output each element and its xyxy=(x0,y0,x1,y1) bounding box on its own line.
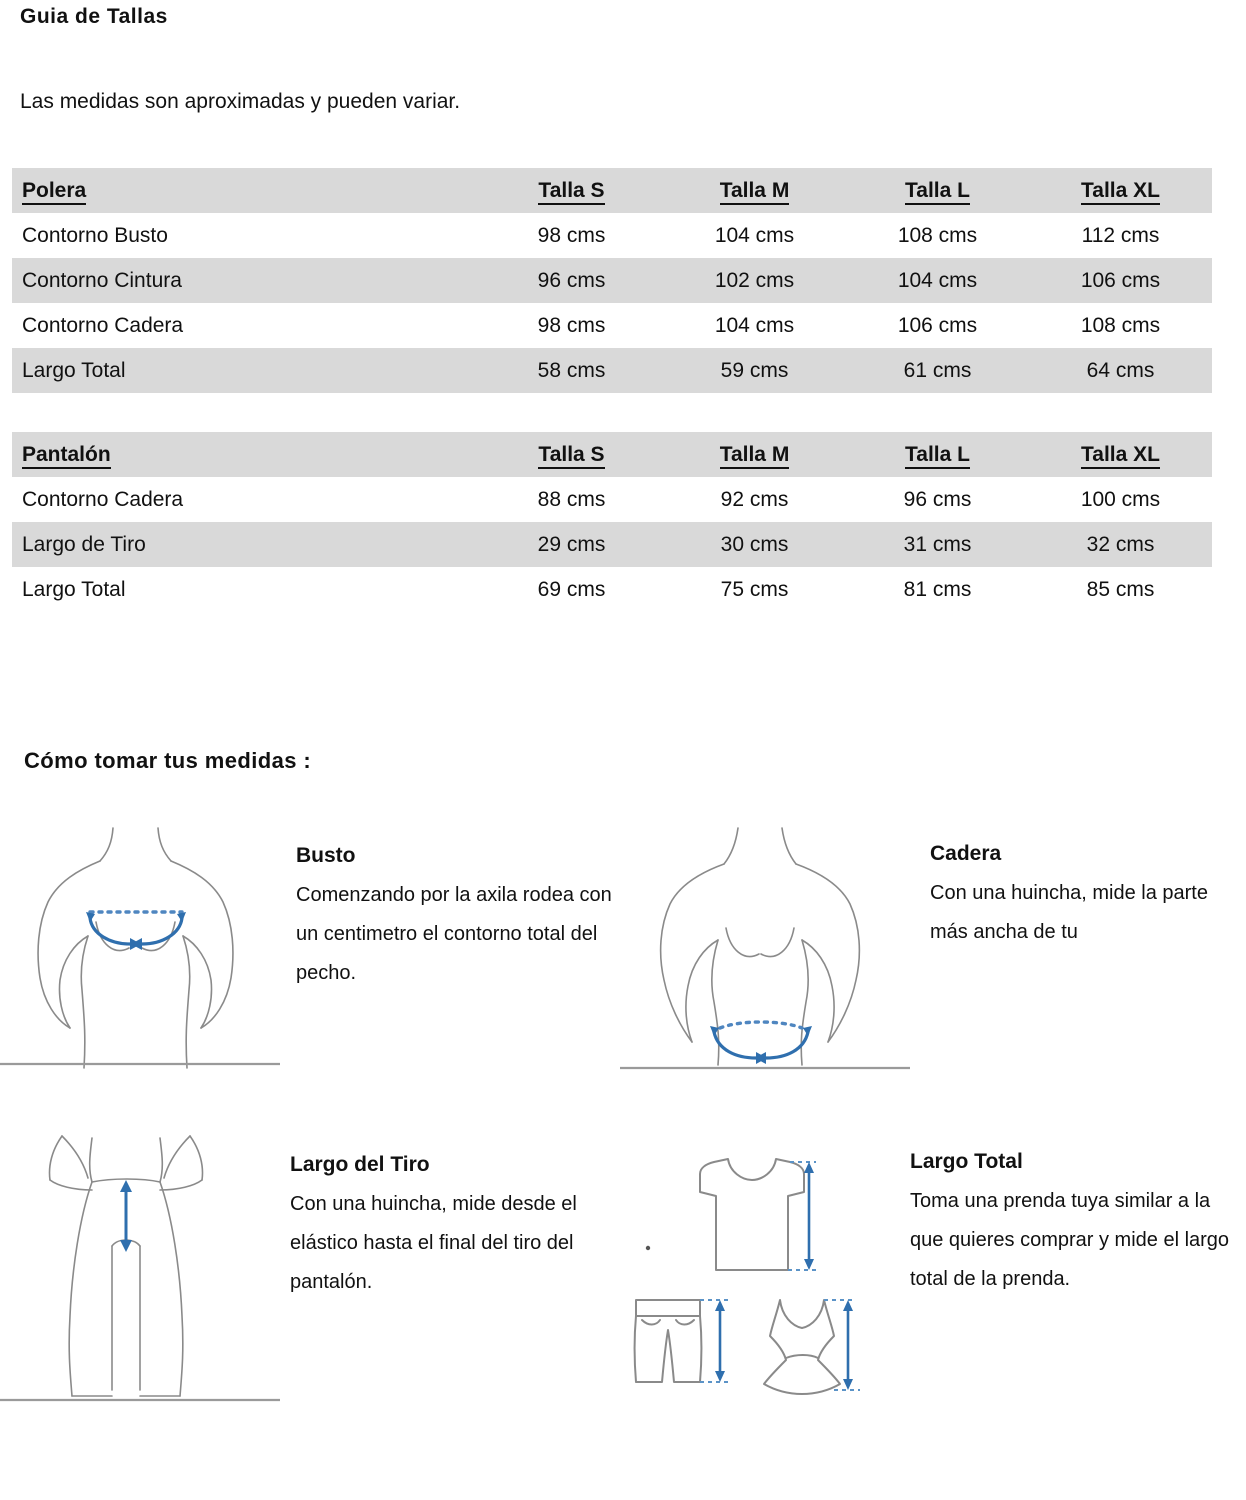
cell-size-s: 58 cms xyxy=(480,348,663,393)
measure-description: Con una huincha, mide desde el elástico hasta el final del tiro del pantalón. xyxy=(290,1193,577,1293)
measure-block-tiro xyxy=(0,1120,620,1420)
cell-size-m: 104 cms xyxy=(663,213,846,258)
cell-size-m: 59 cms xyxy=(663,348,846,393)
polera-table xyxy=(12,168,1212,393)
cell-size-s: 98 cms xyxy=(480,303,663,348)
row-label: Largo Total xyxy=(12,348,480,393)
cell-size-s: 96 cms xyxy=(480,258,663,303)
cell-size-l: 81 cms xyxy=(846,567,1029,612)
measure-text-busto xyxy=(296,844,626,993)
row-label: Contorno Cadera xyxy=(12,477,480,522)
measure-block-cadera xyxy=(620,820,1246,1100)
table-header-category: Polera xyxy=(12,168,480,213)
table-row xyxy=(12,303,1212,348)
table-header-size-l: Talla L xyxy=(846,432,1029,477)
measure-heading: Largo Total xyxy=(910,1150,1023,1173)
cell-size-l: 104 cms xyxy=(846,258,1029,303)
cell-size-s: 88 cms xyxy=(480,477,663,522)
cell-size-m: 75 cms xyxy=(663,567,846,612)
table-row xyxy=(12,567,1212,612)
measure-text-tiro xyxy=(290,1153,620,1302)
cell-size-xl: 108 cms xyxy=(1029,303,1212,348)
cell-size-s: 69 cms xyxy=(480,567,663,612)
cell-size-xl: 112 cms xyxy=(1029,213,1212,258)
table-header-size-m: Talla M xyxy=(663,432,846,477)
female-torso-bust-icon xyxy=(0,820,280,1070)
cell-size-m: 104 cms xyxy=(663,303,846,348)
table-header-size-s: Talla S xyxy=(480,168,663,213)
table-row xyxy=(12,348,1212,393)
table-row xyxy=(12,522,1212,567)
row-label: Contorno Busto xyxy=(12,213,480,258)
cell-size-s: 98 cms xyxy=(480,213,663,258)
measure-block-busto xyxy=(0,820,620,1100)
cell-size-xl: 100 cms xyxy=(1029,477,1212,522)
measure-description: Con una huincha, mide la parte más ancha de tu xyxy=(930,882,1208,943)
row-label: Largo de Tiro xyxy=(12,522,480,567)
cell-size-xl: 106 cms xyxy=(1029,258,1212,303)
table-header-category: Pantalón xyxy=(12,432,480,477)
table-header-size-l: Talla L xyxy=(846,168,1029,213)
row-label: Largo Total xyxy=(12,567,480,612)
cell-size-l: 108 cms xyxy=(846,213,1029,258)
cell-size-l: 96 cms xyxy=(846,477,1029,522)
row-label: Contorno Cintura xyxy=(12,258,480,303)
table-header-row xyxy=(12,432,1212,477)
cell-size-m: 92 cms xyxy=(663,477,846,522)
measure-block-largo-total xyxy=(620,1120,1246,1420)
measure-text-largo-total xyxy=(910,1150,1246,1299)
row-label: Contorno Cadera xyxy=(12,303,480,348)
measure-description: Toma una prenda tuya similar a la que quieres comprar y mide el largo total de la prenda. xyxy=(910,1190,1230,1290)
cell-size-l: 106 cms xyxy=(846,303,1029,348)
cell-size-m: 30 cms xyxy=(663,522,846,567)
garments-length-icon xyxy=(620,1120,900,1410)
how-to-measure-title: Cómo tomar tus medidas : xyxy=(24,748,312,773)
measure-heading: Largo del Tiro xyxy=(290,1153,430,1176)
cell-size-l: 61 cms xyxy=(846,348,1029,393)
table-row xyxy=(12,477,1212,522)
cell-size-xl: 64 cms xyxy=(1029,348,1212,393)
pantalon-table xyxy=(12,432,1212,612)
table-header-size-xl: Talla XL xyxy=(1029,168,1212,213)
intro-note: Las medidas son aproximadas y pueden variar. xyxy=(20,90,461,113)
table-header-size-m: Talla M xyxy=(663,168,846,213)
cell-size-m: 102 cms xyxy=(663,258,846,303)
measure-text-cadera xyxy=(930,842,1246,952)
measure-heading: Busto xyxy=(296,844,356,867)
female-legs-rise-icon xyxy=(0,1120,280,1410)
cell-size-xl: 32 cms xyxy=(1029,522,1212,567)
measure-heading: Cadera xyxy=(930,842,1002,865)
table-header-row xyxy=(12,168,1212,213)
measure-description: Comenzando por la axila rodea con un centimetro el contorno total del pecho. xyxy=(296,884,612,984)
cell-size-s: 29 cms xyxy=(480,522,663,567)
table-row xyxy=(12,213,1212,258)
cell-size-l: 31 cms xyxy=(846,522,1029,567)
table-row xyxy=(12,258,1212,303)
table-header-size-s: Talla S xyxy=(480,432,663,477)
page-title: Guia de Tallas xyxy=(20,5,168,28)
cell-size-xl: 85 cms xyxy=(1029,567,1212,612)
female-torso-hip-icon xyxy=(620,820,910,1085)
table-header-size-xl: Talla XL xyxy=(1029,432,1212,477)
